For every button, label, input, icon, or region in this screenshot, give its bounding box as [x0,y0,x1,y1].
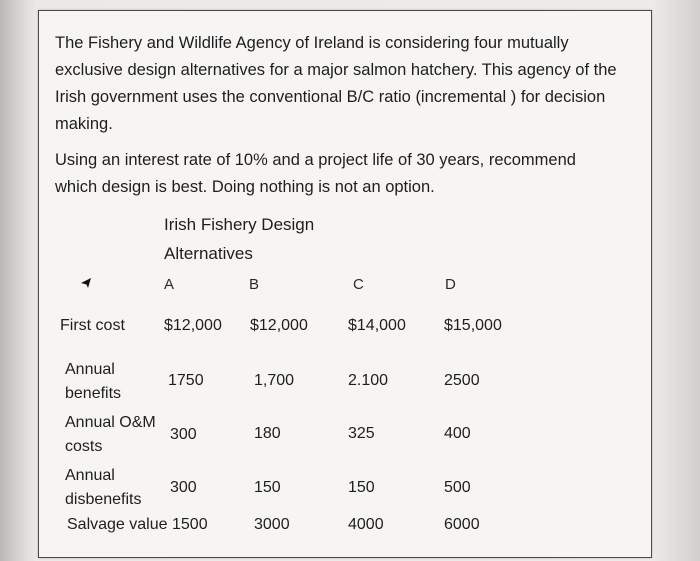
table-cell: 3000 [254,516,290,533]
row-label-annual-disbenefits-line-2: disbenefits [65,491,142,508]
problem-paragraph-2 [55,147,576,201]
table-cell: $15,000 [444,317,502,334]
row-label-annual-disbenefits: Annual [65,467,115,484]
table-cell: 180 [254,425,281,442]
column-header-d: D [445,276,456,293]
row-label-annual-benefits-line-2: benefits [65,385,122,402]
column-header-a: A [164,276,175,293]
table-cell: 300 [170,426,197,443]
problem-paragraph-1 [55,30,617,138]
table-cell: 1500 [172,516,208,533]
table-cell: 1,700 [254,372,295,389]
table-caption-line-2: Alternatives [164,244,253,263]
paragraph-1-line: exclusive design alternatives for a major salmon hatchery. This agency of the [55,61,617,79]
table-cell: 6000 [444,516,480,533]
paragraph-1-line: making. [55,115,113,133]
row-label-annual-benefits: Annual [65,361,115,378]
column-header-c: C [353,276,364,293]
paragraph-2-line: which design is best. Doing nothing is not an option. [55,178,435,196]
table-caption: Irish Fishery Design [164,215,315,234]
row-label-annual-om-costs: Annual O&M [65,414,156,431]
paragraph-1-line: Irish government uses the conventional B/C ratio (incremental ) for decision [55,88,606,106]
row-label-annual-om-costs-line-2: costs [65,438,103,455]
paragraph-1-line: The Fishery and Wildlife Agency of Ireland is considering four mutually [55,34,569,52]
table-cell: 1750 [168,372,204,389]
cursor-arrow-icon [80,277,92,289]
table-cell: 325 [348,425,375,442]
table-cell: $12,000 [164,317,222,334]
table-cell: 2.100 [348,372,389,389]
table-cell: 150 [348,479,375,496]
table-cell: 300 [170,479,197,496]
column-header-b: B [249,276,260,293]
row-label-first-cost: First cost [60,317,125,334]
table-cell: 2500 [444,372,480,389]
table-cell: 400 [444,425,471,442]
row-label-salvage-value: Salvage value [67,516,168,533]
table-cell: $14,000 [348,317,406,334]
table-cell: 4000 [348,516,384,533]
table-cell: 150 [254,479,281,496]
paragraph-2-line: Using an interest rate of 10% and a project life of 30 years, recommend [55,151,576,169]
table-cell: 500 [444,479,471,496]
table-cell: $12,000 [250,317,308,334]
